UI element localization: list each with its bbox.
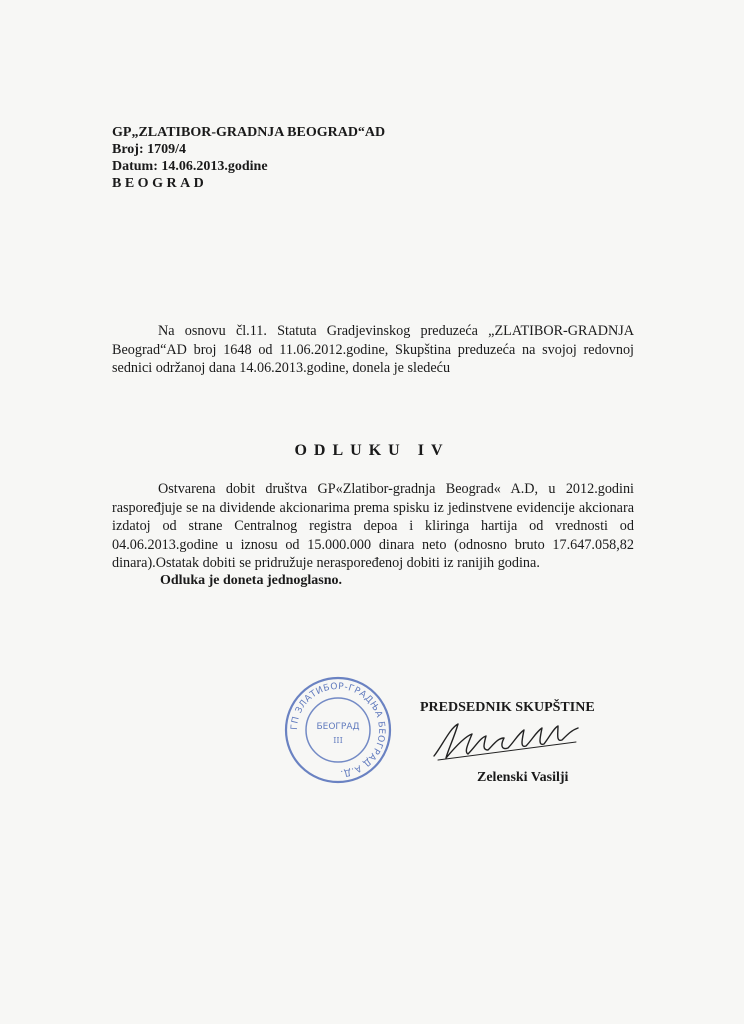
- unanimous-note: Odluka je doneta jednoglasno.: [160, 573, 343, 588]
- company-name: GP„ZLATIBOR-GRADNJA BEOGRAD“AD: [112, 125, 386, 140]
- stamp-number: III: [333, 736, 343, 745]
- decision-body: Ostvarena dobit društva GP«Zlatibor-gradnja Beograd« A.D, u 2012.godini raspoređjuje se na dividende akcionarima prema spisku iz jedinstvene evidencije akcionara izdatoj od strane Centralnog registra depoa i kliringa hartija od vrednosti od 04.06.2013.godine u iznosu od 15.000.000 dinara neto (odnosno bruto 17.647.058,82 dinara).Ostatak dobiti se pridružuje neraspoređenoj dobiti iz ranijih godina.: [112, 481, 634, 571]
- signatory-name: Zelenski Vasilji: [477, 770, 569, 785]
- decision-title: ODLUKU IV: [294, 442, 450, 459]
- stamp-ring-text: ГП ЗЛАТИБОР-ГРАДЊА БЕОГРАД А.Д.: [289, 681, 387, 778]
- document-date: Datum: 14.06.2013.godine: [112, 159, 268, 174]
- stamp-center-text: БЕОГРАД: [316, 722, 360, 732]
- document-city: BEOGRAD: [112, 176, 208, 191]
- document-number: Broj: 1709/4: [112, 142, 187, 157]
- intro-paragraph: Na osnovu čl.11. Statuta Gradjevinskog preduzeća „ZLATIBOR-GRADNJA Beograd“AD broj 1648 od 11.06.2012.godine, Skupština preduzeća na svojoj redovnoj sednici održanoj dana 14.06.2013.godine, donela je sledeću: [112, 323, 634, 376]
- signatory-title: PREDSEDNIK SKUPŠTINE: [420, 700, 595, 715]
- document-header: [112, 124, 385, 192]
- handwritten-signature: [428, 716, 588, 766]
- company-stamp: [283, 675, 393, 785]
